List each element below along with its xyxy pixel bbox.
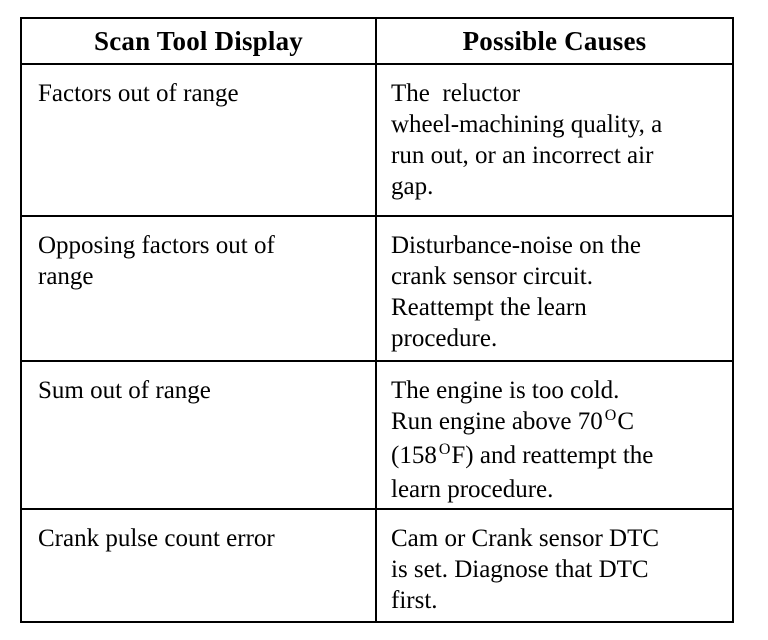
cause-text: Disturbance-noise on the xyxy=(391,232,641,259)
header-possible-causes: Possible Causes xyxy=(376,18,733,64)
table-row xyxy=(21,216,733,361)
table-header-row xyxy=(21,18,733,64)
cause-text: C xyxy=(617,408,635,435)
display-cell xyxy=(21,64,376,216)
display-text: Crank pulse count error xyxy=(38,525,275,552)
cause-text: first. xyxy=(391,587,438,614)
cause-cell xyxy=(376,361,733,509)
cause-text: procedure. xyxy=(391,325,498,352)
cause-text: The engine is too cold. xyxy=(391,377,620,404)
display-text: Sum out of range xyxy=(38,377,211,404)
display-cell xyxy=(21,509,376,622)
cause-text: run out, or an incorrect air xyxy=(391,142,654,169)
cause-text: learn procedure. xyxy=(391,476,554,503)
cause-text: Run engine above 70 xyxy=(391,408,603,435)
cause-text: is set. Diagnose that DTC xyxy=(391,556,649,583)
degree-symbol: O xyxy=(438,441,451,458)
cause-text: (158 xyxy=(391,442,437,469)
display-text: range xyxy=(38,263,94,290)
cause-text-line xyxy=(391,406,714,440)
cause-text: The reluctor xyxy=(391,80,521,107)
cause-text: wheel-machining quality, a xyxy=(391,111,663,138)
display-text: Opposing factors out of xyxy=(38,232,275,259)
cause-text: crank sensor circuit. xyxy=(391,263,594,290)
table-row xyxy=(21,361,733,509)
cause-text: F) and reattempt the xyxy=(451,442,654,469)
display-cell xyxy=(21,361,376,509)
cause-cell xyxy=(376,509,733,622)
cause-cell xyxy=(376,64,733,216)
cause-text: gap. xyxy=(391,173,434,200)
display-cell xyxy=(21,216,376,361)
scan-tool-table xyxy=(20,17,734,623)
cause-text-line xyxy=(391,440,714,474)
degree-symbol: O xyxy=(604,407,617,424)
cause-text: Cam or Crank sensor DTC xyxy=(391,525,660,552)
table-row xyxy=(21,509,733,622)
display-text: Factors out of range xyxy=(38,80,239,107)
cause-cell xyxy=(376,216,733,361)
header-scan-tool-display: Scan Tool Display xyxy=(21,18,376,64)
cause-text: Reattempt the learn xyxy=(391,294,587,321)
table-row xyxy=(21,64,733,216)
